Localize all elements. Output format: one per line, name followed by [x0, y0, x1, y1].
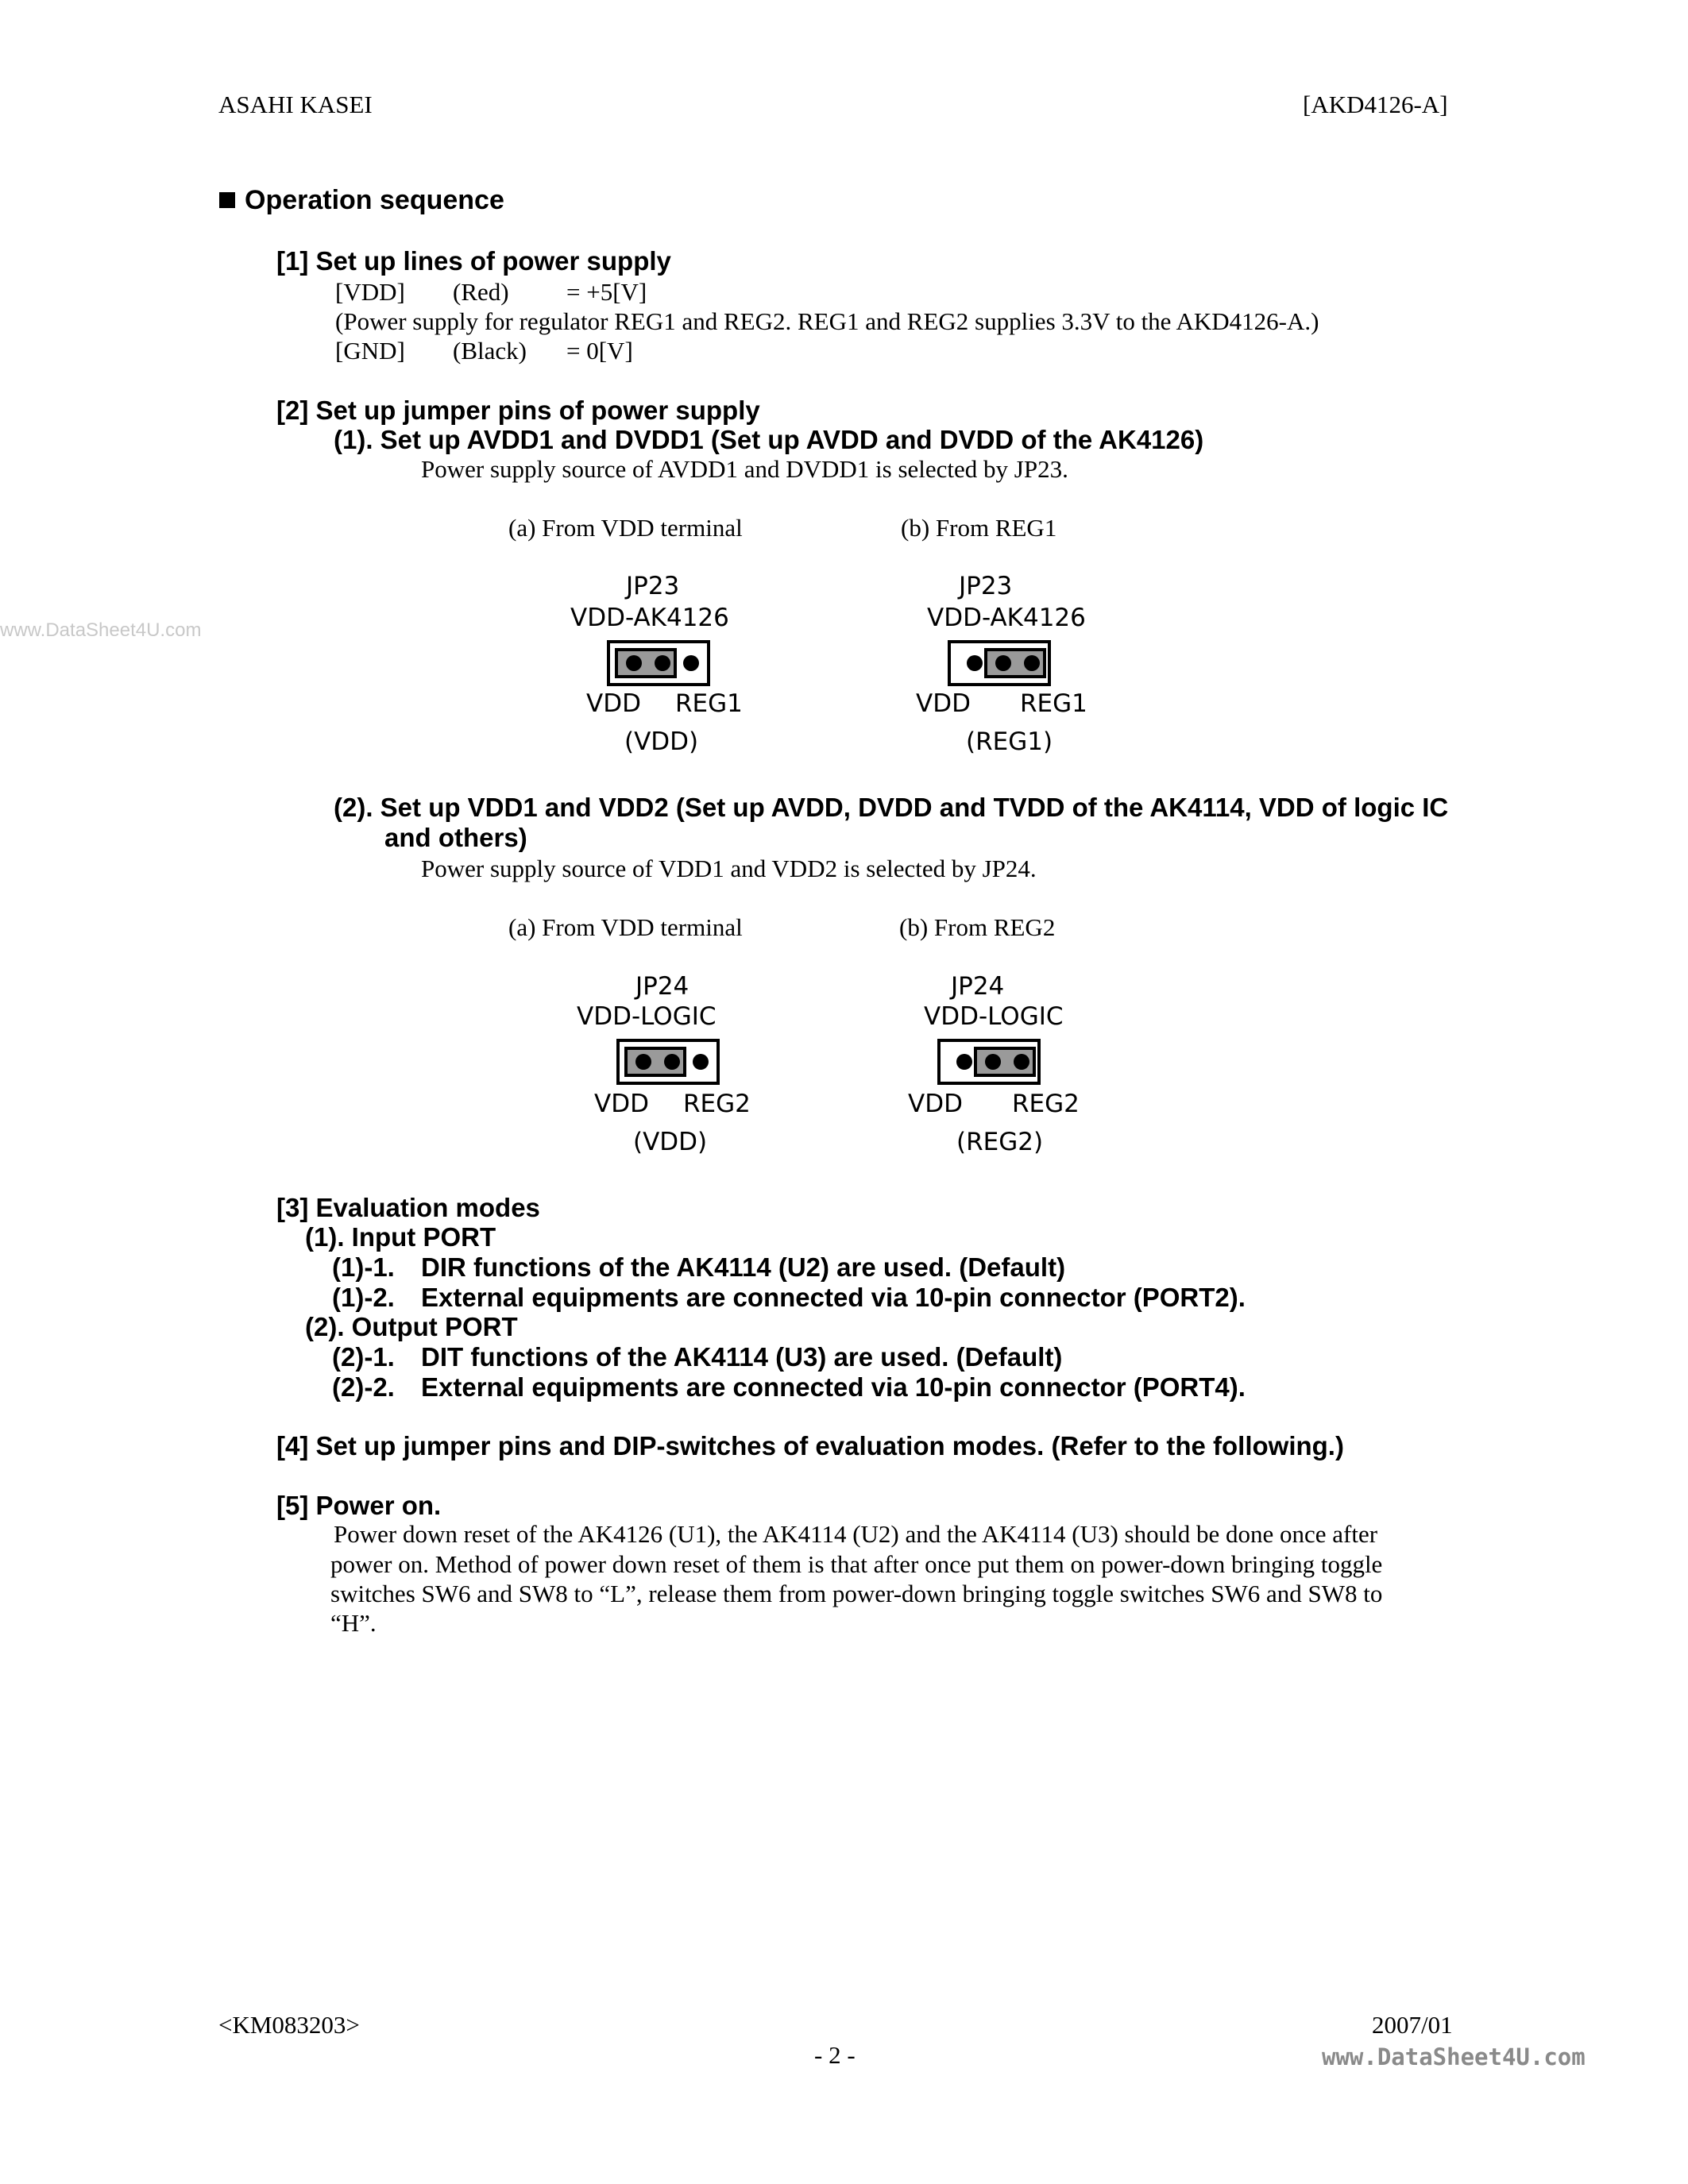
step5-title: [5] Power on.: [276, 1491, 442, 1520]
step5-line-3: switches SW6 and SW8 to “L”, release them from power-down bringing toggle switches SW6 and SW8 to: [330, 1580, 1383, 1607]
step1-title: [1] Set up lines of power supply: [276, 246, 671, 276]
jp23-b-jumper-label: JP23: [959, 572, 1013, 600]
output-port-item-1: (2)-1. DIT functions of the AK4114 (U3) are used. (Default): [332, 1342, 1063, 1372]
jp23-b-left-label: VDD: [916, 689, 971, 718]
jp23-b-right-label: REG1: [1020, 689, 1087, 718]
step3-title: [3] Evaluation modes: [276, 1193, 540, 1222]
jp24-a-header: [616, 1039, 720, 1085]
jp23-a-header: [607, 640, 710, 686]
step2-sub2-title-line2: and others): [384, 823, 527, 852]
jp23-a-caption: (a) From VDD terminal: [508, 514, 743, 542]
step2-sub2-desc: Power supply source of VDD1 and VDD2 is selected by JP24.: [421, 855, 1037, 882]
jp24-b-jumper-label: JP24: [951, 972, 1005, 1001]
jp23-a-pin-1: [626, 655, 642, 671]
footer-date: 2007/01: [1372, 2011, 1453, 2039]
step5-line-4: “H”.: [330, 1609, 377, 1637]
jp24-b-caption: (b) From REG2: [899, 913, 1056, 941]
jp24-b-pin-3: [1014, 1054, 1029, 1070]
input-port-item-2: (1)-2. External equipments are connected via 10-pin connector (PORT2).: [332, 1283, 1246, 1312]
jp23-a-pin-3: [683, 655, 699, 671]
jp24-b-right-label: REG2: [1012, 1090, 1080, 1118]
section-title: Operation sequence: [219, 185, 504, 216]
jp24-a-net-label: VDD-LOGIC: [577, 1002, 717, 1031]
jp24-a-left-label: VDD: [594, 1090, 649, 1118]
jp23-b-net-label: VDD-AK4126: [927, 604, 1086, 632]
watermark-left[interactable]: www.DataSheet4U.com: [0, 619, 202, 641]
jp24-a-right-label: REG2: [683, 1090, 751, 1118]
footer-code: <KM083203>: [218, 2011, 360, 2039]
jp24-b-net-label: VDD-LOGIC: [924, 1002, 1064, 1031]
step2-title: [2] Set up jumper pins of power supply: [276, 396, 760, 425]
step1-gnd-line: [GND] (Black) = 0[V]: [335, 337, 633, 365]
jp23-a-left-label: VDD: [586, 689, 641, 718]
header-company: ASAHI KASEI: [218, 91, 373, 118]
jp23-a-pin-2: [655, 655, 670, 671]
jp23-b-header: [948, 640, 1051, 686]
jp23-b-caption: (b) From REG1: [901, 514, 1057, 542]
jp24-b-pin-2: [985, 1054, 1001, 1070]
jp23-a-setting: (VDD): [624, 727, 699, 756]
step1-note: (Power supply for regulator REG1 and REG2. REG1 and REG2 supplies 3.3V to the AKD4126-A.): [335, 307, 1319, 335]
step2-sub1-title: (1). Set up AVDD1 and DVDD1 (Set up AVDD and DVDD of the AK4126): [334, 425, 1204, 454]
jp24-a-jumper-label: JP24: [635, 972, 689, 1001]
watermark-right[interactable]: www.DataSheet4U.com: [1322, 2043, 1586, 2070]
jp24-a-pin-2: [664, 1054, 680, 1070]
jp24-b-pin-1: [956, 1054, 972, 1070]
jp24-b-setting: (REG2): [956, 1128, 1044, 1156]
jp23-b-pin-1: [967, 655, 983, 671]
input-port-item-1: (1)-1. DIR functions of the AK4114 (U2) are used. (Default): [332, 1252, 1066, 1282]
step1-vdd-line: [VDD] (Red) = +5[V]: [335, 278, 647, 306]
jp24-a-caption: (a) From VDD terminal: [508, 913, 743, 941]
jp24-a-setting: (VDD): [633, 1128, 708, 1156]
page-number: - 2 -: [814, 2041, 856, 2069]
jp24-a-pin-3: [693, 1054, 709, 1070]
output-port-item-2: (2)-2. External equipments are connected via 10-pin connector (PORT4).: [332, 1372, 1246, 1402]
jp23-b-pin-2: [995, 655, 1011, 671]
jp24-a-pin-1: [635, 1054, 651, 1070]
header-doc-id: [AKD4126-A]: [1303, 91, 1448, 118]
jp23-a-net-label: VDD-AK4126: [570, 604, 729, 632]
step4-title: [4] Set up jumper pins and DIP-switches of evaluation modes. (Refer to the following.): [276, 1431, 1344, 1461]
step5-line-1: Power down reset of the AK4126 (U1), the AK4114 (U2) and the AK4114 (U3) should be done once after: [334, 1520, 1378, 1548]
jp23-a-jumper-label: JP23: [626, 572, 680, 600]
step2-sub2-title-line1: (2). Set up VDD1 and VDD2 (Set up AVDD, DVDD and TVDD of the AK4114, VDD of logic IC: [334, 793, 1449, 822]
jp24-b-header: [937, 1039, 1041, 1085]
jp24-b-left-label: VDD: [908, 1090, 963, 1118]
output-port-title: (2). Output PORT: [305, 1312, 518, 1341]
jp23-b-setting: (REG1): [966, 727, 1053, 756]
input-port-title: (1). Input PORT: [305, 1222, 496, 1252]
step2-sub1-desc: Power supply source of AVDD1 and DVDD1 is selected by JP23.: [421, 455, 1068, 483]
jp23-a-right-label: REG1: [675, 689, 743, 718]
step5-line-2: power on. Method of power down reset of them is that after once put them on power-down bringing toggle: [330, 1550, 1383, 1578]
jp23-b-pin-3: [1024, 655, 1040, 671]
square-bullet-icon: [219, 192, 235, 208]
